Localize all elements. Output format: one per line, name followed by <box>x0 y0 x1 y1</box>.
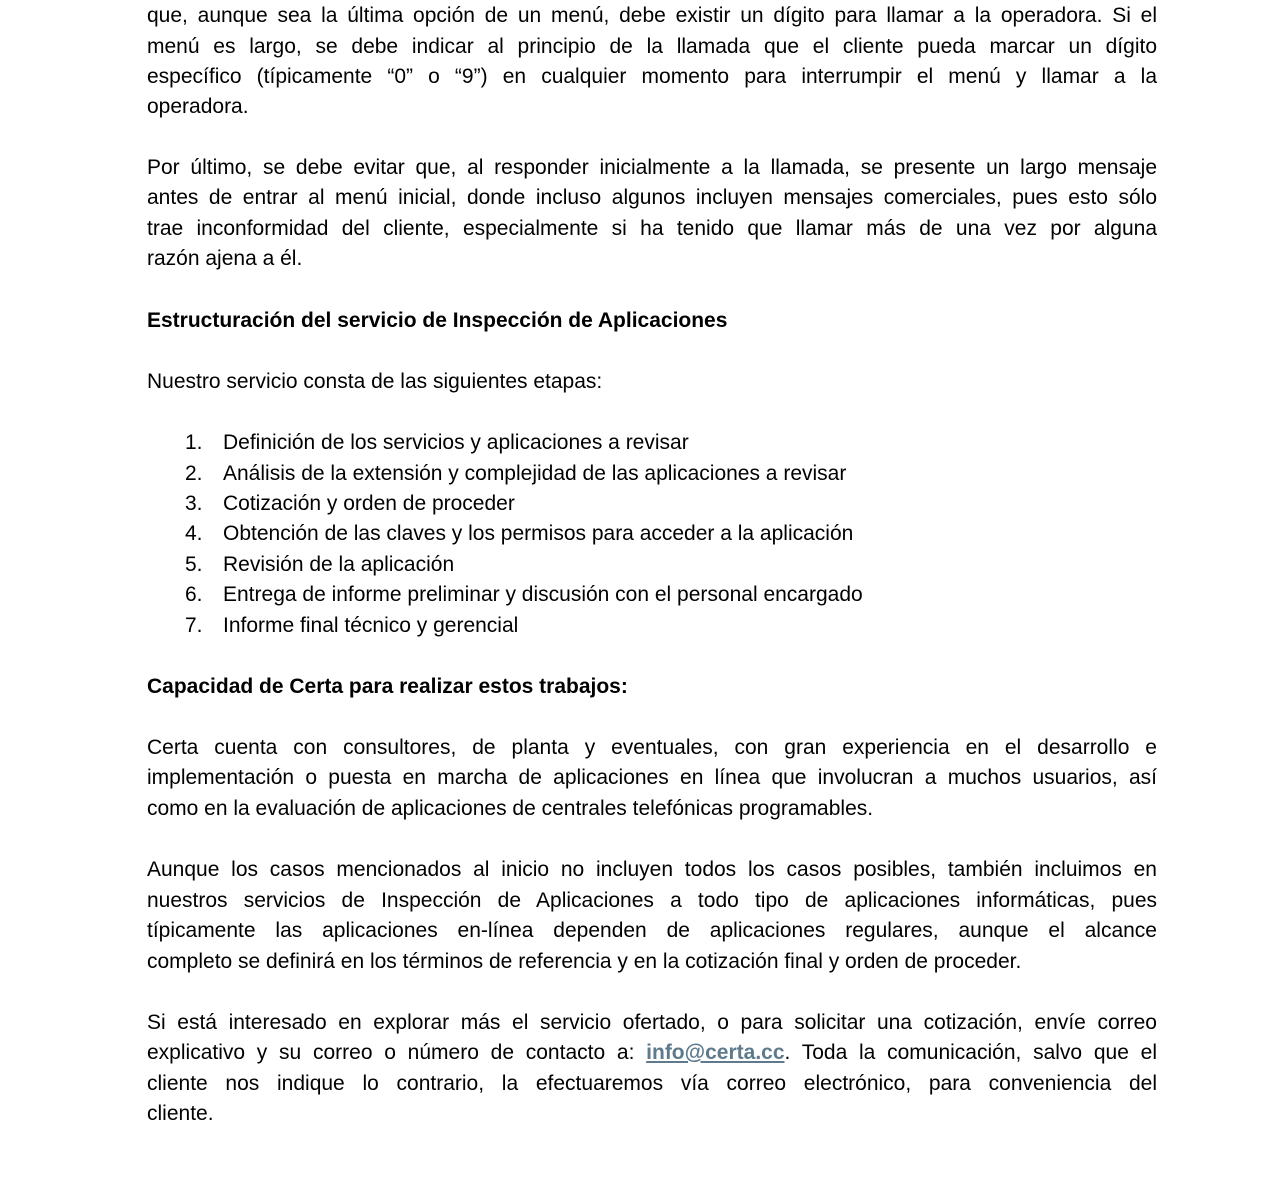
text-line: trae inconformidad del cliente, especialmente si ha tenido que llamar más de una vez por alguna <box>147 217 1157 240</box>
text-line: cliente. <box>147 1102 214 1125</box>
text-line: que, aunque sea la última opción de un menú, debe existir un dígito para llamar a la operadora. Si el <box>147 4 1157 27</box>
section-heading-capacity: Capacidad de Certa para realizar estos trabajos: <box>147 675 628 698</box>
text-line: razón ajena a él. <box>147 247 303 270</box>
text-line: implementación o puesta en marcha de aplicaciones en línea que involucran a muchos usuarios, así <box>147 766 1157 789</box>
text-line: Si está interesado en explorar más el servicio ofertado, o para solicitar una cotización, envíe correo <box>147 1011 1157 1034</box>
list-number: 3. <box>185 492 203 515</box>
text-line: completo se definirá en los términos de referencia y en la cotización final y orden de proceder. <box>147 950 1022 973</box>
email-link[interactable]: info@certa.cc <box>646 1041 785 1064</box>
list-item <box>185 550 454 580</box>
contact-text-before: explicativo y su correo o número de contacto a: <box>147 1041 647 1064</box>
list-number: 5. <box>185 553 203 576</box>
text-line: Aunque los casos mencionados al inicio no incluyen todos los casos posibles, también incluimos en <box>147 858 1157 881</box>
list-text: Obtención de las claves y los permisos para acceder a la aplicación <box>223 522 854 545</box>
text-line: Certa cuenta con consultores, de planta y eventuales, con gran experiencia en el desarrollo e <box>147 736 1157 759</box>
list-text: Entrega de informe preliminar y discusión con el personal encargado <box>223 583 863 606</box>
text-line: menú es largo, se debe indicar al principio de la llamada que el cliente pueda marcar un dígito <box>147 35 1157 58</box>
text-line: como en la evaluación de aplicaciones de centrales telefónicas programables. <box>147 797 874 820</box>
list-text: Revisión de la aplicación <box>223 553 455 576</box>
text-line: típicamente las aplicaciones en-línea dependen de aplicaciones regulares, aunque el alcance <box>147 919 1157 942</box>
list-item <box>185 428 689 458</box>
list-number: 7. <box>185 614 203 637</box>
text-line: cliente nos indique lo contrario, la efectuaremos vía correo electrónico, para conveniencia del <box>147 1072 1157 1095</box>
contact-text-after: . Toda la comunicación, salvo que el <box>784 1041 1158 1064</box>
list-item <box>185 580 863 610</box>
section-heading-structure: Estructuración del servicio de Inspección de Aplicaciones <box>147 309 728 332</box>
list-intro: Nuestro servicio consta de las siguientes etapas: <box>147 370 603 393</box>
text-line: nuestros servicios de Inspección de Aplicaciones a todo tipo de aplicaciones informáticas, pues <box>147 889 1157 912</box>
list-number: 4. <box>185 522 203 545</box>
text-line: Por último, se debe evitar que, al responder inicialmente a la llamada, se presente un largo mensaje <box>147 156 1157 179</box>
list-item <box>185 611 518 641</box>
list-item <box>185 489 515 519</box>
text-line: antes de entrar al menú inicial, donde incluso algunos incluyen mensajes comerciales, pues esto sólo <box>147 186 1157 209</box>
list-item <box>185 459 846 489</box>
list-text: Informe final técnico y gerencial <box>223 614 519 637</box>
list-text: Análisis de la extensión y complejidad de las aplicaciones a revisar <box>223 462 847 485</box>
list-number: 2. <box>185 462 203 485</box>
list-item <box>185 519 853 549</box>
list-number: 1. <box>185 431 203 454</box>
list-number: 6. <box>185 583 203 606</box>
list-text: Cotización y orden de proceder <box>223 492 515 515</box>
text-line <box>147 1038 1157 1068</box>
list-text: Definición de los servicios y aplicaciones a revisar <box>223 431 689 454</box>
text-line: específico (típicamente “0” o “9”) en cualquier momento para interrumpir el menú y llamar a la <box>147 65 1157 88</box>
text-line: operadora. <box>147 95 249 118</box>
